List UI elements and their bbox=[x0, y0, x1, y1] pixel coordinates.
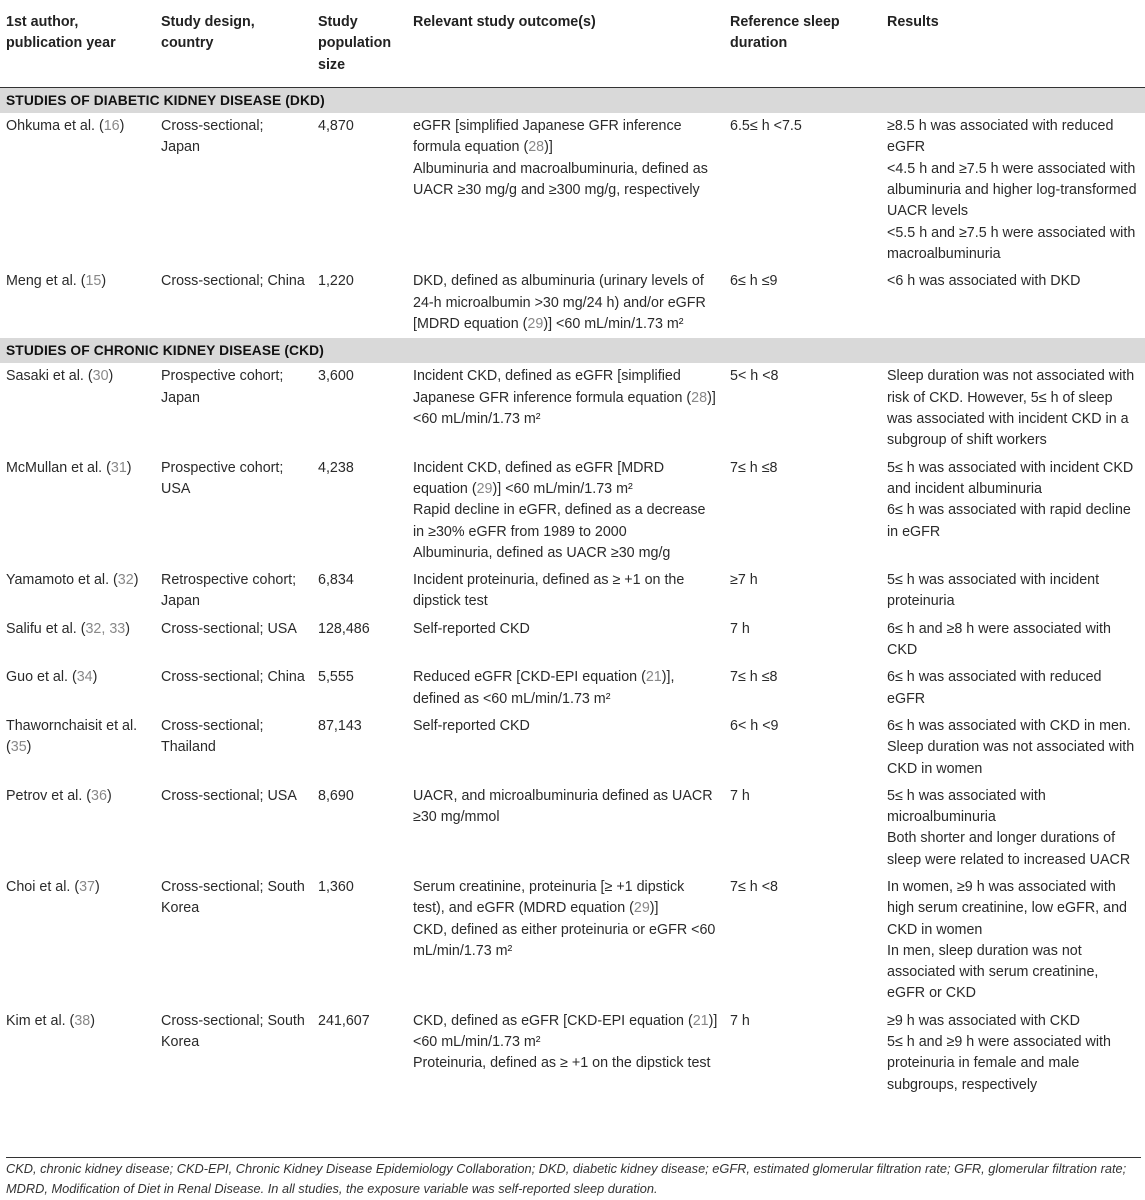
cell-author bbox=[0, 567, 155, 616]
citation-link[interactable]: 38 bbox=[74, 1012, 91, 1029]
text-segment: McMullan et al. ( bbox=[6, 459, 111, 476]
outcome-line bbox=[413, 271, 718, 335]
cell-size: 87,143 bbox=[318, 717, 362, 734]
result-line: ≥8.5 h was associated with reduced eGFR bbox=[887, 118, 1114, 156]
cell-outcome bbox=[407, 1008, 724, 1099]
cell-author bbox=[0, 455, 155, 567]
cell-design: Prospective cohort; USA bbox=[161, 459, 284, 497]
result-line: 6≤ h was associated with CKD in men. Sleep duration was not associated with CKD in women bbox=[887, 717, 1135, 777]
result-line: <4.5 h and ≥7.5 h were associated with albuminuria and higher log-transformed UACR levels bbox=[887, 160, 1137, 220]
cell-results bbox=[881, 455, 1145, 567]
result-line: 6≤ h and ≥8 h were associated with CKD bbox=[887, 620, 1111, 659]
result-line: 5≤ h was associated with microalbuminuria bbox=[887, 787, 1046, 826]
cell-design: Cross-sectional; China bbox=[161, 669, 305, 686]
citation-link[interactable]: 28 bbox=[691, 389, 708, 406]
outcome-line bbox=[413, 159, 718, 202]
outcome-line bbox=[413, 116, 718, 159]
citation-link[interactable]: 29 bbox=[633, 900, 650, 917]
text-segment: Petrov et al. ( bbox=[6, 787, 92, 804]
outcome-line bbox=[413, 570, 718, 613]
text-segment: Incident CKD, defined as eGFR [simplified Japanese GFR inference formula equation ( bbox=[413, 368, 692, 406]
text-segment: )] <60 mL/min/1.73 m² bbox=[413, 389, 716, 428]
text-segment: Kim et al. ( bbox=[6, 1012, 75, 1029]
text-segment: )] <60 mL/min/1.73 m² bbox=[413, 1012, 718, 1051]
cell-design: Cross-sectional; USA bbox=[161, 620, 297, 637]
text-segment: Ohkuma et al. ( bbox=[6, 118, 104, 135]
cell-reference: 7 h bbox=[730, 1012, 750, 1029]
cell-results bbox=[881, 567, 1145, 616]
outcome-line bbox=[413, 1053, 718, 1074]
citation-link[interactable]: 32, 33 bbox=[85, 620, 126, 637]
cell-reference: 7 h bbox=[730, 787, 750, 804]
citation-link[interactable]: 31 bbox=[110, 459, 127, 476]
cell-size: 128,486 bbox=[318, 620, 370, 637]
table-row bbox=[0, 363, 1145, 454]
table-row bbox=[0, 783, 1145, 874]
cell-author bbox=[0, 664, 155, 713]
table-row bbox=[0, 713, 1145, 783]
table-body bbox=[0, 87, 1145, 1099]
cell-outcome bbox=[407, 664, 724, 713]
outcome-line bbox=[413, 619, 718, 640]
text-segment: Rapid decline in eGFR, defined as a decrease in ≥30% eGFR from 1989 to 2000 bbox=[413, 502, 706, 540]
table-row bbox=[0, 268, 1145, 338]
cell-reference: 6≤ h ≤9 bbox=[730, 273, 778, 290]
outcome-line bbox=[413, 366, 718, 430]
cell-design: Cross-sectional; China bbox=[161, 273, 305, 290]
text-segment: Albuminuria, defined as UACR ≥30 mg/g bbox=[413, 544, 671, 561]
cell-results bbox=[881, 783, 1145, 874]
citation-link[interactable]: 29 bbox=[476, 480, 493, 497]
text-segment: ) bbox=[125, 620, 130, 637]
cell-results bbox=[881, 664, 1145, 713]
cell-outcome bbox=[407, 783, 724, 874]
header-reference: Reference sleep duration bbox=[730, 14, 840, 52]
result-line: In men, sleep duration was not associated with serum creatinine, eGFR or CKD bbox=[887, 942, 1099, 1002]
header-size: Study population size bbox=[318, 14, 392, 73]
text-segment: CKD, defined as either proteinuria or eGFR <60 mL/min/1.73 m² bbox=[413, 921, 716, 959]
cell-design: Prospective cohort; Japan bbox=[161, 368, 284, 406]
text-segment: Guo et al. ( bbox=[6, 669, 77, 686]
text-segment: )] bbox=[544, 139, 553, 156]
citation-link[interactable]: 15 bbox=[85, 273, 102, 290]
table-row bbox=[0, 567, 1145, 616]
text-segment: DKD, defined as albuminuria (urinary levels of 24-h microalbumin >30 mg/24 h) and/or eGFR [MDRD equation ( bbox=[413, 273, 706, 332]
text-segment: Meng et al. ( bbox=[6, 273, 86, 290]
outcome-line bbox=[413, 543, 718, 564]
text-segment: )], defined as <60 mL/min/1.73 m² bbox=[413, 669, 675, 707]
text-segment: Self-reported CKD bbox=[413, 620, 530, 637]
text-segment: Proteinuria, defined as ≥ +1 on the dipstick test bbox=[413, 1055, 711, 1072]
text-segment: CKD, defined as eGFR [CKD-EPI equation ( bbox=[413, 1012, 693, 1029]
cell-results bbox=[881, 268, 1145, 338]
text-segment: ) bbox=[26, 739, 32, 756]
citation-link[interactable]: 21 bbox=[645, 669, 662, 686]
result-line: 6≤ h was associated with rapid decline in eGFR bbox=[887, 502, 1131, 540]
text-segment: Yamamoto et al. ( bbox=[6, 572, 118, 589]
cell-design: Cross-sectional; Thailand bbox=[161, 717, 264, 756]
cell-author bbox=[0, 363, 155, 454]
text-segment: ) bbox=[101, 273, 107, 290]
cell-results bbox=[881, 113, 1145, 268]
outcome-line bbox=[413, 500, 718, 543]
cell-results bbox=[881, 1008, 1145, 1099]
cell-reference: 7≤ h <8 bbox=[730, 878, 778, 895]
table-row bbox=[0, 874, 1145, 1008]
cell-size: 1,360 bbox=[318, 878, 354, 895]
text-segment: ) bbox=[126, 459, 132, 476]
citation-link[interactable]: 32 bbox=[117, 572, 134, 589]
cell-outcome bbox=[407, 113, 724, 268]
citation-link[interactable]: 36 bbox=[91, 787, 107, 804]
text-segment: eGFR [simplified Japanese GFR inference formula equation ( bbox=[413, 118, 682, 156]
cell-results bbox=[881, 874, 1145, 1008]
citation-link[interactable]: 21 bbox=[692, 1012, 709, 1029]
text-segment: ) bbox=[119, 118, 125, 135]
table-footnote: CKD, chronic kidney disease; CKD-EPI, Chronic Kidney Disease Epidemiology Collaboration; DKD, diabetic kidney disease; eGFR, estimated glomerular filtration rate; GFR, glomerular filtration rate; MDRD, Modification of Diet in Renal Disease. In all studies, the exposure variable was self-reported sleep duration. bbox=[6, 1157, 1141, 1199]
text-segment: Albuminuria and macroalbuminuria, defined as UACR ≥30 mg/g and ≥300 mg/g, respectively bbox=[413, 160, 708, 199]
text-segment: ) bbox=[106, 787, 112, 804]
header-outcome: Relevant study outcome(s) bbox=[413, 14, 596, 30]
text-segment: ) bbox=[108, 368, 114, 385]
outcome-line bbox=[413, 667, 718, 710]
result-line: 5≤ h and ≥9 h were associated with proteinuria in female and male subgroups, respectively bbox=[887, 1034, 1111, 1093]
header-author: 1st author, publication year bbox=[6, 14, 116, 52]
outcome-line bbox=[413, 786, 718, 829]
cell-size: 241,607 bbox=[318, 1012, 370, 1029]
text-segment: )] bbox=[649, 900, 659, 917]
table-row bbox=[0, 664, 1145, 713]
result-line: <5.5 h and ≥7.5 h were associated with macroalbuminuria bbox=[887, 224, 1136, 262]
text-segment: )] <60 mL/min/1.73 m² bbox=[492, 480, 633, 497]
citation-link[interactable]: 28 bbox=[528, 139, 545, 156]
cell-outcome bbox=[407, 616, 724, 665]
text-segment: Sasaki et al. ( bbox=[6, 368, 93, 385]
cell-design: Cross-sectional; South Korea bbox=[161, 1012, 305, 1051]
result-line: 5≤ h was associated with incident CKD and incident albuminuria bbox=[887, 459, 1134, 497]
text-segment: Salifu et al. ( bbox=[6, 620, 86, 637]
section-row bbox=[0, 87, 1145, 113]
cell-size: 4,870 bbox=[318, 118, 354, 135]
cell-size: 3,600 bbox=[318, 368, 354, 385]
table-row bbox=[0, 113, 1145, 268]
result-line: 5≤ h was associated with incident proteinuria bbox=[887, 572, 1100, 610]
outcome-line bbox=[413, 716, 718, 737]
section-title: STUDIES OF DIABETIC KIDNEY DISEASE (DKD) bbox=[0, 87, 1145, 113]
cell-author bbox=[0, 783, 155, 874]
cell-design: Cross-sectional; South Korea bbox=[161, 878, 305, 917]
cell-outcome bbox=[407, 455, 724, 567]
text-segment: )] <60 mL/min/1.73 m² bbox=[543, 315, 684, 332]
table-row bbox=[0, 1008, 1145, 1099]
result-line: <6 h was associated with DKD bbox=[887, 273, 1081, 290]
table-row bbox=[0, 616, 1145, 665]
cell-reference: 6< h <9 bbox=[730, 717, 779, 734]
cell-results bbox=[881, 616, 1145, 665]
text-segment: Incident proteinuria, defined as ≥ +1 on the dipstick test bbox=[413, 572, 685, 610]
result-line: 6≤ h was associated with reduced eGFR bbox=[887, 669, 1102, 707]
text-segment: Incident CKD, defined as eGFR [MDRD equation ( bbox=[413, 459, 665, 497]
cell-author bbox=[0, 113, 155, 268]
text-segment: Thawornchaisit et al. ( bbox=[6, 717, 138, 756]
outcome-line bbox=[413, 1011, 718, 1054]
cell-reference: ≥7 h bbox=[730, 572, 758, 589]
cell-outcome bbox=[407, 363, 724, 454]
cell-reference: 7 h bbox=[730, 620, 750, 637]
text-segment: Choi et al. ( bbox=[6, 878, 80, 895]
text-segment: UACR, and microalbuminuria defined as UACR ≥30 mg/mmol bbox=[413, 787, 713, 826]
text-segment: ) bbox=[95, 878, 100, 895]
text-segment: ) bbox=[133, 572, 139, 589]
section-row bbox=[0, 338, 1145, 363]
cell-outcome bbox=[407, 268, 724, 338]
table-row bbox=[0, 455, 1145, 567]
result-line: In women, ≥9 h was associated with high serum creatinine, low eGFR, and CKD in women bbox=[887, 878, 1127, 938]
cell-author bbox=[0, 713, 155, 783]
citation-link[interactable]: 37 bbox=[79, 878, 96, 895]
cell-author bbox=[0, 268, 155, 338]
cell-outcome bbox=[407, 713, 724, 783]
cell-author bbox=[0, 1008, 155, 1099]
cell-author bbox=[0, 874, 155, 1008]
outcome-line bbox=[413, 877, 718, 920]
header-results: Results bbox=[887, 14, 939, 30]
cell-size: 4,238 bbox=[318, 459, 354, 476]
cell-size: 1,220 bbox=[318, 273, 354, 290]
cell-results bbox=[881, 363, 1145, 454]
cell-size: 5,555 bbox=[318, 669, 354, 686]
text-segment: Self-reported CKD bbox=[413, 717, 530, 734]
citation-link[interactable]: 29 bbox=[527, 315, 544, 332]
result-line: Sleep duration was not associated with risk of CKD. However, 5≤ h of sleep was associated with incident CKD in a subgroup of shift workers bbox=[887, 368, 1135, 449]
outcome-line bbox=[413, 920, 718, 963]
cell-reference: 5< h <8 bbox=[730, 368, 779, 385]
table-header bbox=[0, 0, 1145, 87]
header-design: Study design, country bbox=[161, 14, 255, 52]
section-title: STUDIES OF CHRONIC KIDNEY DISEASE (CKD) bbox=[0, 338, 1145, 363]
text-segment: ) bbox=[90, 1012, 95, 1029]
cell-design: Retrospective cohort; Japan bbox=[161, 572, 297, 610]
cell-reference: 6.5≤ h <7.5 bbox=[730, 118, 802, 135]
citation-link[interactable]: 30 bbox=[92, 368, 109, 385]
cell-results bbox=[881, 713, 1145, 783]
cell-reference: 7≤ h ≤8 bbox=[730, 459, 778, 476]
text-segment: Serum creatinine, proteinuria [≥ +1 dipstick test), and eGFR (MDRD equation ( bbox=[413, 878, 685, 917]
cell-design: Cross-sectional; Japan bbox=[161, 118, 264, 156]
result-line: Both shorter and longer durations of sleep were related to increased UACR bbox=[887, 830, 1131, 868]
cell-size: 6,834 bbox=[318, 572, 354, 589]
cell-reference: 7≤ h ≤8 bbox=[730, 669, 778, 686]
cell-outcome bbox=[407, 874, 724, 1008]
cell-author bbox=[0, 616, 155, 665]
cell-size: 8,690 bbox=[318, 787, 354, 804]
result-line: ≥9 h was associated with CKD bbox=[887, 1012, 1080, 1029]
text-segment: Reduced eGFR [CKD-EPI equation ( bbox=[413, 669, 646, 686]
outcome-line bbox=[413, 458, 718, 501]
cell-outcome bbox=[407, 567, 724, 616]
citation-link[interactable]: 35 bbox=[10, 739, 27, 756]
citation-link[interactable]: 16 bbox=[103, 118, 120, 135]
cell-design: Cross-sectional; USA bbox=[161, 787, 297, 804]
text-segment: ) bbox=[92, 669, 98, 686]
citation-link[interactable]: 34 bbox=[76, 669, 93, 686]
